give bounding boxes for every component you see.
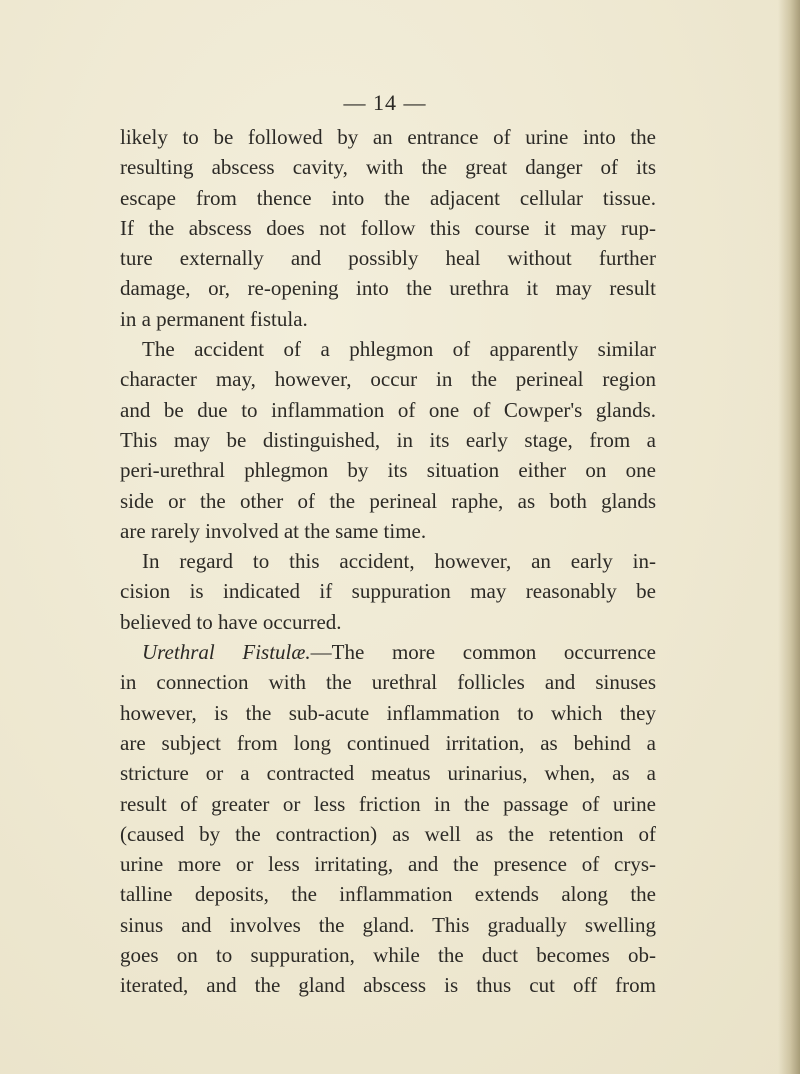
text-line (120, 273, 656, 303)
text-line (120, 637, 656, 667)
line-text: In regard to this accident, however, an early in- (142, 549, 656, 574)
body-text (120, 122, 656, 1001)
text-line (120, 819, 656, 849)
text-line (120, 364, 656, 394)
page-edge-shadow (778, 0, 800, 1074)
line-text: ture externally and possibly heal without further (120, 246, 656, 271)
line-text: are rarely involved at the same time. (120, 518, 427, 543)
text-line (120, 940, 656, 970)
text-line (120, 576, 656, 606)
text-line (120, 667, 656, 697)
text-line (120, 607, 656, 637)
line-text: in connection with the urethral follicles and sinuses (120, 670, 656, 695)
line-text: (caused by the contraction) as well as the retention of (120, 821, 656, 846)
text-line (120, 758, 656, 788)
text-line (120, 243, 656, 273)
text-line (120, 789, 656, 819)
text-line (120, 879, 656, 909)
line-text: talline deposits, the inflammation extends along the (120, 882, 656, 907)
line-text: character may, however, occur in the perineal region (120, 367, 656, 392)
text-line (120, 152, 656, 182)
line-text: If the abscess does not follow this course it may rup- (120, 215, 656, 240)
line-text: cision is indicated if suppuration may reasonably be (120, 579, 656, 604)
text-line (120, 122, 656, 152)
line-text: sinus and involves the gland. This gradually swelling (120, 912, 656, 937)
text-line (120, 486, 656, 516)
line-text: escape from thence into the adjacent cellular tissue. (120, 185, 656, 210)
section-heading: Urethral Fistulæ. (142, 640, 311, 665)
line-text: urine more or less irritating, and the presence of crys- (120, 852, 656, 877)
text-line (120, 304, 656, 334)
line-text: however, is the sub-acute inflammation to which they (120, 700, 656, 725)
text-line (120, 849, 656, 879)
text-line (120, 395, 656, 425)
line-text: likely to be followed by an entrance of urine into the (120, 125, 656, 149)
text-line (120, 698, 656, 728)
text-line (120, 910, 656, 940)
line-text: stricture or a contracted meatus urinarius, when, as a (120, 761, 656, 786)
line-text: iterated, and the gland abscess is thus cut off from (120, 973, 656, 998)
line-text: This may be distinguished, in its early stage, from a (120, 427, 656, 452)
text-line (120, 455, 656, 485)
line-text: side or the other of the perineal raphe, as both glands (120, 488, 656, 513)
text-line (120, 728, 656, 758)
text-line (120, 546, 656, 576)
page-number: — 14 — (343, 90, 427, 115)
text-line (120, 183, 656, 213)
line-text: damage, or, re-opening into the urethra it may result (120, 276, 656, 301)
line-text: —The more common occurrence (310, 640, 656, 665)
text-line (120, 516, 656, 546)
line-text: The accident of a phlegmon of apparently similar (142, 337, 656, 362)
line-text: peri-urethral phlegmon by its situation either on one (120, 458, 656, 483)
text-line (120, 425, 656, 455)
line-text: goes on to suppuration, while the duct becomes ob- (120, 943, 656, 968)
line-text: believed to have occurred. (120, 609, 342, 634)
text-line (120, 334, 656, 364)
line-text: and be due to inflammation of one of Cowper's glands. (120, 397, 656, 422)
text-line (120, 970, 656, 1000)
line-text: result of greater or less friction in the passage of urine (120, 791, 656, 816)
line-text: in a permanent fistula. (120, 306, 308, 331)
line-text: resulting abscess cavity, with the great danger of its (120, 155, 656, 180)
text-line (120, 213, 656, 243)
line-text: are subject from long continued irritation, as behind a (120, 730, 656, 755)
